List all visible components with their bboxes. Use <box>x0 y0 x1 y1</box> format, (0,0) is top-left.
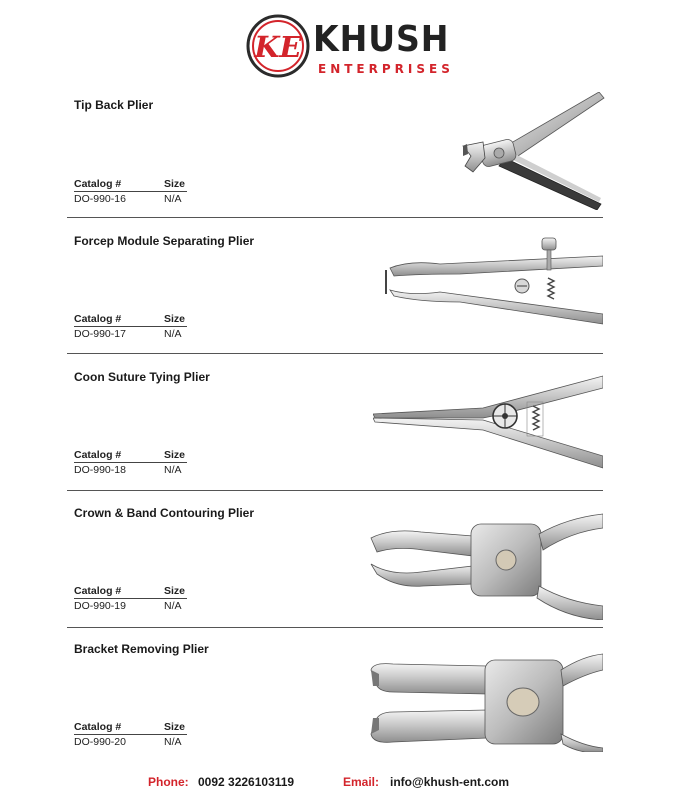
crown-band-contouring-plier-image <box>361 506 603 620</box>
brand-name: KHUSH <box>313 19 450 60</box>
product-title: Forcep Module Separating Plier <box>74 234 255 248</box>
product-item <box>67 370 603 490</box>
ke-monogram-icon <box>246 14 310 78</box>
catalog-heading: Catalog # <box>74 313 122 325</box>
heading-underline <box>74 462 187 463</box>
section-divider <box>67 353 603 354</box>
heading-underline <box>74 326 187 327</box>
product-item <box>67 98 603 218</box>
section-divider <box>67 490 603 491</box>
ke-monogram-text: KE <box>254 30 302 64</box>
catalog-number: DO-990-17 <box>74 328 126 340</box>
size-heading: Size <box>164 721 186 733</box>
catalog-heading: Catalog # <box>74 178 122 190</box>
catalog-number: DO-990-18 <box>74 464 126 476</box>
phone-number[interactable]: 0092 3226103119 <box>198 775 295 789</box>
product-item <box>67 234 603 354</box>
product-title: Crown & Band Contouring Plier <box>74 506 254 520</box>
bracket-removing-plier-image <box>363 652 603 752</box>
coon-suture-tying-plier-image <box>373 370 603 470</box>
contact-footer <box>0 775 689 791</box>
tip-back-plier-image <box>459 92 605 210</box>
product-title: Coon Suture Tying Plier <box>74 370 210 384</box>
product-title: Bracket Removing Plier <box>74 642 209 656</box>
size-heading: Size <box>164 449 186 461</box>
brand-logo <box>246 12 456 82</box>
catalog-number: DO-990-19 <box>74 600 126 612</box>
heading-underline <box>74 191 187 192</box>
catalog-number: DO-990-16 <box>74 193 126 205</box>
product-item <box>67 506 603 626</box>
forcep-module-separating-plier-image <box>380 230 603 330</box>
heading-underline <box>74 734 187 735</box>
product-item <box>67 642 603 762</box>
heading-underline <box>74 598 187 599</box>
brand-subtitle: ENTERPRISES <box>318 62 454 76</box>
email-label: Email: <box>343 775 380 789</box>
size-heading: Size <box>164 178 186 190</box>
section-divider <box>67 627 603 628</box>
email-address[interactable]: info@khush-ent.com <box>390 775 510 789</box>
size-heading: Size <box>164 313 186 325</box>
size-value: N/A <box>164 193 182 205</box>
size-value: N/A <box>164 600 182 612</box>
size-value: N/A <box>164 328 182 340</box>
catalog-heading: Catalog # <box>74 585 122 597</box>
size-value: N/A <box>164 464 182 476</box>
catalog-heading: Catalog # <box>74 721 122 733</box>
size-value: N/A <box>164 736 182 748</box>
size-heading: Size <box>164 585 186 597</box>
phone-label: Phone: <box>148 775 189 789</box>
catalog-number: DO-990-20 <box>74 736 126 748</box>
product-title: Tip Back Plier <box>74 98 154 112</box>
section-divider <box>67 217 603 218</box>
catalog-heading: Catalog # <box>74 449 122 461</box>
